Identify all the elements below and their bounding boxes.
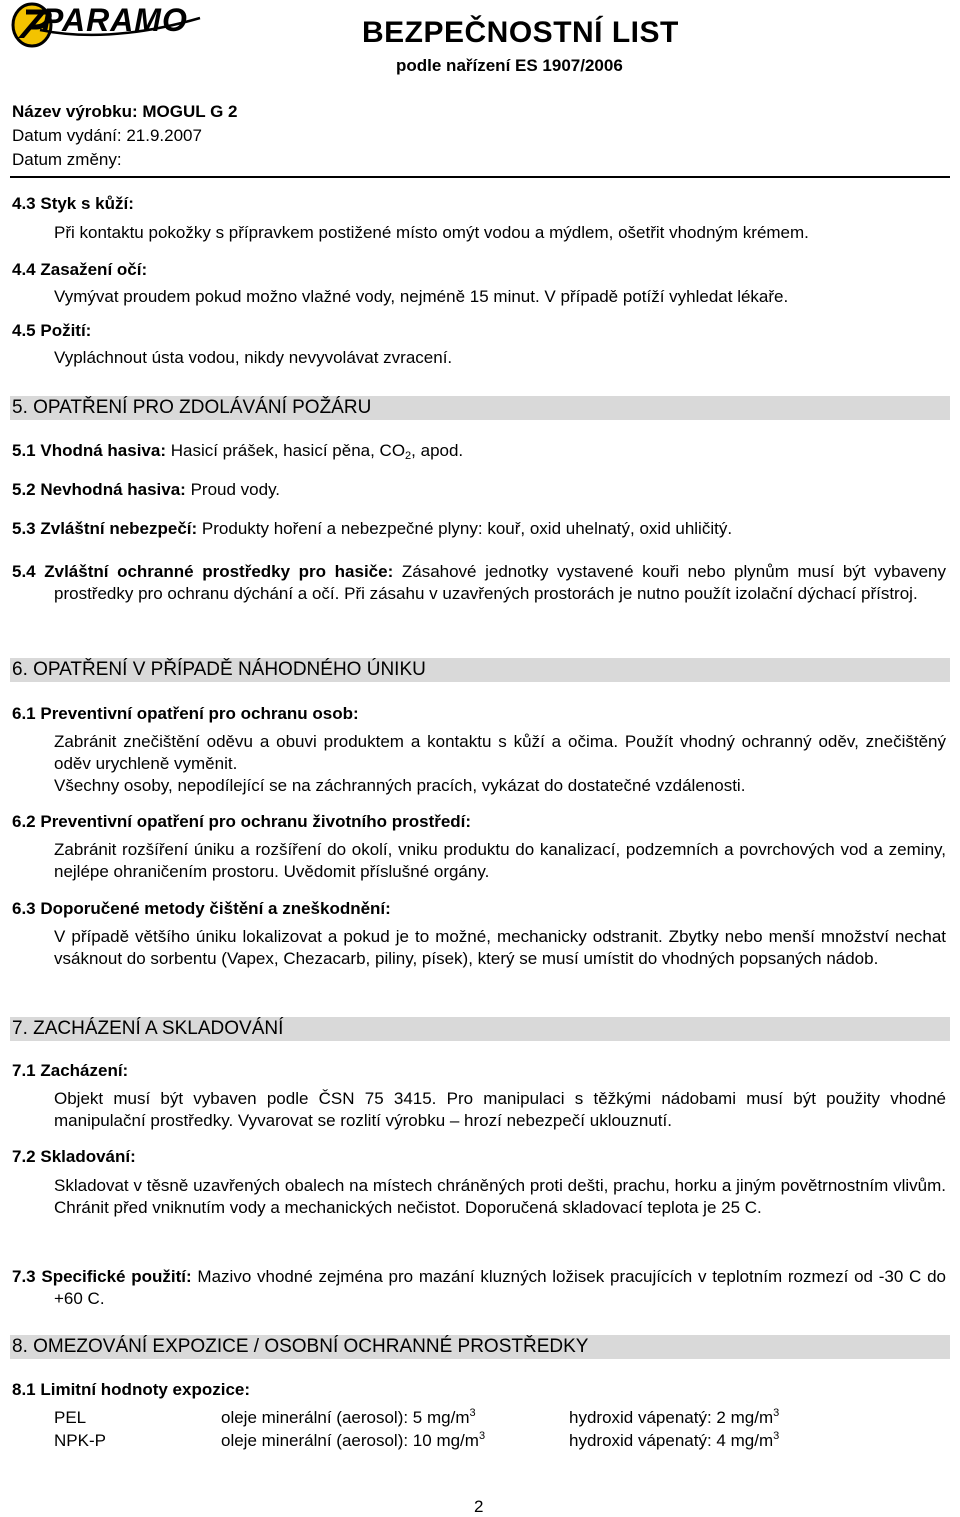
section-7-3	[12, 1266, 946, 1310]
section-4-4-heading: 4.4 Zasažení očí:	[12, 260, 148, 279]
section-6-3-text: V případě většího úniku lokalizovat a pokud je to možné, mechanicky odstranit. Zbytky nebo menší množství nechat vsáknout do sorbentu (Vapex, Chezacarb, piliny, písek), který se musí umístit do vhodných popsaných nádob.	[54, 927, 946, 968]
change-date: Datum změny:	[12, 150, 122, 169]
exposure-row-oil	[221, 1408, 476, 1428]
exposure-lime-unit-exponent: 3	[773, 1430, 780, 1442]
page-number: 2	[474, 1497, 484, 1516]
section-5-3-label: 5.3 Zvláštní nebezpečí:	[12, 519, 198, 538]
section-5-3	[12, 518, 946, 540]
section-7-2-heading: 7.2 Skladování:	[12, 1147, 136, 1166]
section-4-4-text: Vymývat proudem pokud možno vlažné vody, nejméně 15 minut. V případě potíží vyhledat lékaře.	[54, 287, 789, 306]
section-7-1-text: Objekt musí být vybaven podle ČSN 75 3415. Pro manipulaci s těžkými nádobami musí být použity vhodné manipulační prostředky. Vyvarovat se rozlití výrobku – hrozí nebezpečí uklouznutí.	[54, 1089, 946, 1130]
section-6-2-text: Zabránit rozšíření úniku a rozšíření do okolí, vniku produktu do kanalizací, podzemních a povrchových vod a zeminy, nejlépe ohraničením prostoru. Uvědomit příslušné orgány.	[54, 840, 946, 881]
exposure-oil-unit-exponent: 3	[469, 1407, 476, 1419]
exposure-oil-value: oleje minerální (aerosol): 10 mg/m	[221, 1431, 479, 1450]
section-4-5-heading: 4.5 Požití:	[12, 321, 92, 340]
section-4-3-text: Při kontaktu pokožky s přípravkem postižené místo omýt vodou a mýdlem, ošetřit vhodným krémem.	[54, 223, 809, 242]
section-7-1-heading: 7.1 Zacházení:	[12, 1061, 129, 1080]
section-6-3-heading: 6.3 Doporučené metody čištění a zneškodnění:	[12, 899, 391, 918]
exposure-oil-unit-exponent: 3	[478, 1430, 486, 1442]
section-5-2-label: 5.2 Nevhodná hasiva:	[12, 480, 186, 499]
header-divider	[10, 176, 950, 178]
section-6-title: 6. OPATŘENÍ V PŘÍPADĚ NÁHODNÉHO ÚNIKU	[10, 658, 950, 682]
section-6-1-text-2: Všechny osoby, nepodílející se na záchranných pracích, vykázat do dostatečné vzdálenosti.	[54, 776, 746, 795]
document-subtitle: podle nařízení ES 1907/2006	[396, 56, 623, 75]
exposure-lime-value: hydroxid vápenatý: 2 mg/m	[569, 1408, 774, 1427]
section-5-4-text: Zásahové jednotky vystavené kouři nebo plynům musí být vybaveny prostředky pro ochranu dýchání a očí. Při zásahu v uzavřených prostorách je nutno použít izolační dýchací přístroj.	[54, 562, 947, 603]
section-5-1-text-end: , apod.	[411, 441, 464, 460]
document-title: BEZPEČNOSTNÍ LIST	[362, 16, 679, 49]
exposure-oil-value: oleje minerální (aerosol): 5 mg/m	[221, 1408, 470, 1427]
section-7-title: 7. ZACHÁZENÍ A SKLADOVÁNÍ	[10, 1017, 950, 1041]
section-4-3-heading: 4.3 Styk s kůží:	[12, 194, 134, 213]
section-5-3-text: Produkty hoření a nebezpečné plyny: kouř, oxid uhelnatý, oxid uhličitý.	[197, 519, 733, 538]
exposure-row-lime	[569, 1431, 779, 1451]
section-5-2-text: Proud vody.	[185, 480, 281, 499]
section-5-title: 5. OPATŘENÍ PRO ZDOLÁVÁNÍ POŽÁRU	[10, 396, 950, 420]
section-7-2-text: Skladovat v těsně uzavřených obalech na místech chráněných proti dešti, prachu, horku a jiným povětrnostním vlivům. Chránit před vniknutím vody a mechanických nečistot. Doporučená skladovací teplota je 25 C.	[54, 1176, 946, 1217]
co2-subscript: 2	[405, 450, 412, 462]
section-8-1-heading: 8.1 Limitní hodnoty expozice:	[12, 1380, 251, 1399]
section-7-3-text: Mazivo vhodné zejména pro mazání kluzných ložisek pracujících v teplotním rozmezí od -30 C do +60 C.	[54, 1267, 946, 1308]
section-7-3-label: 7.3 Specifické použití:	[12, 1267, 192, 1286]
exposure-row-lime	[569, 1408, 779, 1428]
exposure-lime-unit-exponent: 3	[773, 1407, 780, 1419]
logo-wordmark: PARAMO	[42, 2, 188, 38]
section-8-title: 8. OMEZOVÁNÍ EXPOZICE / OSOBNÍ OCHRANNÉ PROSTŘEDKY	[10, 1335, 950, 1359]
section-6-1-heading: 6.1 Preventivní opatření pro ochranu osob:	[12, 704, 359, 723]
product-name: Název výrobku: MOGUL G 2	[12, 102, 238, 121]
section-5-1-text: Hasicí prášek, hasicí pěna, CO	[166, 441, 406, 460]
company-logo	[10, 0, 202, 50]
exposure-row-label: PEL	[54, 1408, 87, 1427]
section-6-2-heading: 6.2 Preventivní opatření pro ochranu životního prostředí:	[12, 812, 472, 831]
section-6-1-text: Zabránit znečištění oděvu a obuvi produktem a kontaktu s kůží a očima. Použít vhodný ochranný oděv, znečištěný oděv urychleně vyměnit.	[54, 732, 946, 773]
exposure-lime-value: hydroxid vápenatý: 4 mg/m	[569, 1431, 774, 1450]
section-4-5-text: Vypláchnout ústa vodou, nikdy nevyvolávat zvracení.	[54, 348, 453, 367]
exposure-row-oil	[221, 1431, 485, 1451]
exposure-row-label: NPK-P	[54, 1431, 106, 1450]
section-5-2	[12, 479, 946, 501]
issue-date: Datum vydání: 21.9.2007	[12, 126, 202, 145]
section-5-4-label: 5.4 Zvláštní ochranné prostředky pro hasiče:	[12, 562, 394, 581]
section-5-4	[12, 561, 946, 605]
section-5-1-label: 5.1 Vhodná hasiva:	[12, 441, 166, 460]
section-5-1	[12, 440, 946, 462]
